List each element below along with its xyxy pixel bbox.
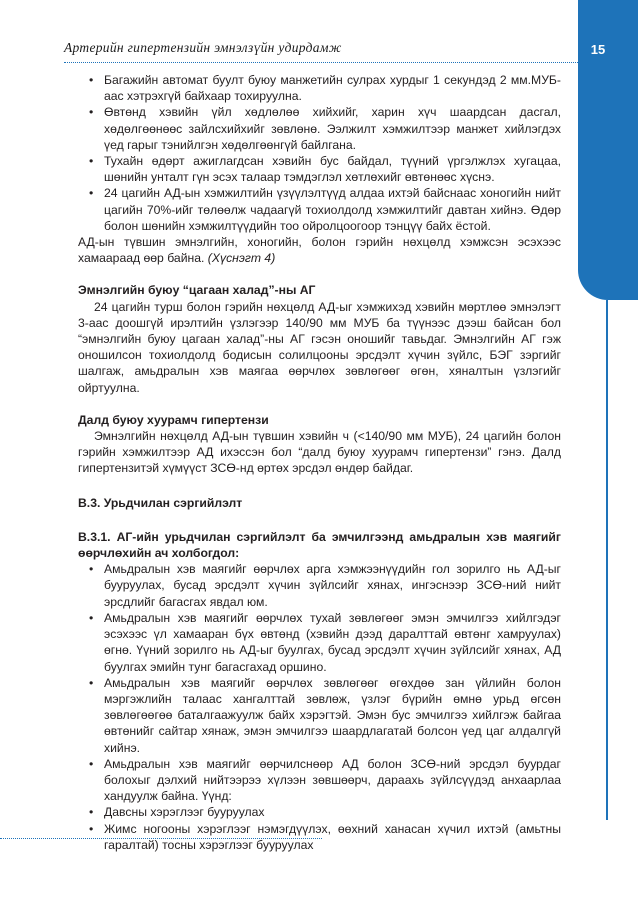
page-number: 15 xyxy=(590,42,606,57)
list-item: • Багажийн автомат буулт буюу манжетийн сулрах хурдыг 1 секундэд 2 мм.МУБ-аас хэтрэхгүй байхаар тохируулна. xyxy=(78,72,561,104)
list-item: • Тухайн өдөрт ажиглагдсан хэвийн бус байдал, түүний үргэлжлэх хугацаа, шөнийн унталт гүн эсэх талаар тэмдэглэл хөтлөхийг өвтөнөөс хүснэ. xyxy=(78,153,561,185)
subsection-heading-lifestyle: В.3.1. АГ-ийн урьдчилан сэргийлэлт ба эмчилгээнд амьдралын хэв маягийг өөрчлөхийн ач холбогдол: xyxy=(78,529,561,561)
list-item: • Амьдралын хэв маягийг өөрчлөх тухай зөвлөгөөг эмэн эмчилгээ хийлгэдэг эсэхээс үл хамааран бүх өвтөнд (хэвийн дээд даралттай өвтөнг хамруулах) өгнө. Үүний зорилго нь АД-ыг буулгах, бусад эрсдэлт хүчин зүйлсийг хянах, АД буулгах эмийн тунг багасгахад оршино. xyxy=(78,610,561,675)
list-item: • Жимс ногооны хэрэглээг нэмэгдүүлэх, өөхний ханасан хүчил ихтэй (амьтны гаралтай) тосны хэрэглээг бууруулах xyxy=(78,821,561,853)
list-item: • Амьдралын хэв маягийг өөрчилснөөр АД болон ЗСӨ-ний эрсдэл буурдаг болохыг дэлхий нийтээрээ хүлээн зөвшөөрч, дараахь зүйлсүүдэд анхаарлаа хандуулж байна. Үүнд: xyxy=(78,756,561,805)
list-item: • 24 цагийн АД-ын хэмжилтийн үзүүлэлтүүд алдаа ихтэй байснаас хоногийн нийт цагийн 70%-ийг төлөөлж чадаагүй тохиолдолд хэмжилтийг давтан хийнэ. Өдөр болон шөнийн хэмжилтүүдийн тоо ойролцоогоор тэнцүү байх ёстой. xyxy=(78,185,561,234)
list-item: • Амьдралын хэв маягийг өөрчлөх зөвлөгөөг өгөхдөө зан үйлийн болон мэргэжлийн талаас хангалттай зөвлөж, үзлэг бүрийн өмнө урьд өгсөн зөвлөгөөгөө баталгаажуулж байх хэрэгтэй. Эмэн бус эмчилгээ хийлгэж байгаа өвтөнийг сайтар хянаж, эмэн эмчилгээ шаардлагатай болсон үед цаг алдалгүй хийнэ. xyxy=(78,675,561,756)
page-body xyxy=(78,72,561,853)
section-heading-masked: Далд буюу хуурамч гипертензи xyxy=(78,412,269,427)
header-dotted-rule xyxy=(64,62,578,63)
running-title: Артерийн гипертензийн эмнэлзүйн удирдамж xyxy=(64,40,342,55)
lifestyle-list xyxy=(78,561,561,853)
paragraph xyxy=(78,234,561,266)
table-reference: (Хүснэгт 4) xyxy=(207,251,276,266)
section-heading-white-coat: Эмнэлгийн буюу “цагаан халад”-ны АГ xyxy=(78,283,316,298)
paragraph-text: АД-ын түвшин эмнэлгийн, хоногийн, болон гэрийн нөхцөлд хэмжсэн эсэхээс хамаараад өөр байна. xyxy=(78,235,561,266)
section-heading-prevention: В.3. Урьдчилан сэргийлэлт xyxy=(78,495,243,510)
page-header xyxy=(0,0,638,70)
list-item: • Давсны хэрэглээг бууруулах xyxy=(78,804,561,820)
paragraph: Эмнэлгийн нөхцөлд АД-ын түвшин хэвийн ч (<140/90 мм МУБ), 24 цагийн болон гэрийн хэмжилтээр АД ихэссэн бол “далд буюу хуурамч гипертензи” гэнэ. Далд гипертензитэй хүмүүст ЗСӨ-нд өртөх эрсдэл өндөр байдаг. xyxy=(78,429,561,476)
list-item: • Амьдралын хэв маягийг өөрчлөх арга хэмжээнүүдийн гол зорилго нь АД-ыг бууруулах, бусад эрсдэлт хүчин зүйлсийг хянах, ингэснээр ЗСӨ-ний нийт эрсдлийг багасгах явдал юм. xyxy=(78,561,561,610)
side-rule xyxy=(606,300,608,820)
measurement-instructions-list xyxy=(78,72,561,234)
list-item: • Өвтөнд хэвийн үйл хөдлөлөө хийхийг, харин хүч шаардсан дасгал, хөдөлгөөнөөс зайлсхийхийг зөвлөнө. Ээлжилт хэмжилтээр манжет хийлэгдэх үед гарыг тэнийлгэн хөдөлгөөнгүй байлгана. xyxy=(78,104,561,153)
paragraph: 24 цагийн турш болон гэрийн нөхцөлд АД-ыг хэмжихэд хэвийн мөртлөө эмнэлэгт 3-аас доошгүй ирэлтийн үзлэгээр 140/90 мм МУБ ба түүнээс дээш байсан бол “эмнэлгийн буюу цагаан халад”-ны АГ гэсэн оношийг тавьдаг. Эмнэлгийн АГ гэж оношилсон тохиолдолд бодисын солилцооны эрсдэлт хүчин зүйлс, БЭГ зэргийг шалгаж, амьдралын хэв маягаа өөрчлөх зөвлөгөөг өгөн, хяналтын үзлэгийг ойртуулна. xyxy=(78,299,561,395)
